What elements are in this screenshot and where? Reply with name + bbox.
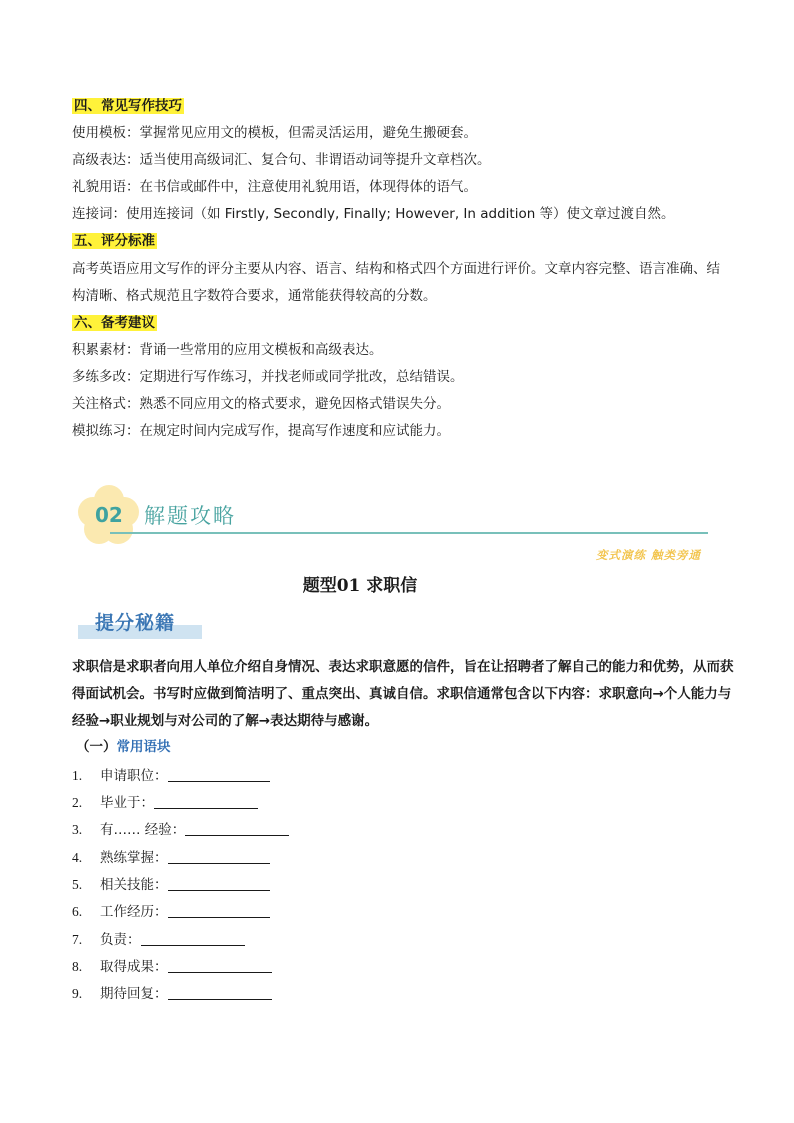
body-line: 高级表达：适当使用高级词汇、复合句、非谓语动词等提升文章档次。 <box>72 152 491 168</box>
list-item: 6. 工作经历： <box>72 903 270 921</box>
list-item: 9. 期待回复： <box>72 985 272 1003</box>
answer-blank[interactable] <box>168 958 272 973</box>
body-line: 礼貌用语：在书信或邮件中，注意使用礼貌用语，体现得体的语气。 <box>72 179 477 195</box>
subheading-index: （一） <box>76 739 117 755</box>
answer-blank[interactable] <box>185 821 289 836</box>
body-paragraph: 高考英语应用文写作的评分主要从内容、语言、结构和格式四个方面进行评价。文章内容完整、语言准确、结构清晰、格式规范且字数符合要求，通常能获得较高的分数。 <box>72 261 720 304</box>
answer-blank[interactable] <box>168 985 272 1000</box>
subheading-text: 常用语块 <box>116 739 171 755</box>
section-number: 02 <box>95 503 123 527</box>
answer-blank[interactable] <box>141 931 245 946</box>
body-line: 连接词：使用连接词（如 Firstly, Secondly, Finally; However, In addition 等）使文章过渡自然。 <box>72 206 675 222</box>
tip-label-text: 提分秘籍 <box>95 612 176 634</box>
answer-blank[interactable] <box>154 794 258 809</box>
body-line: 模拟练习：在规定时间内完成写作，提高写作速度和应试能力。 <box>72 423 450 439</box>
banner-divider <box>110 532 708 534</box>
tip-label <box>78 608 202 640</box>
list-item: 7. 负责： <box>72 931 245 949</box>
answer-blank[interactable] <box>168 903 270 918</box>
list-item: 1. 申请职位： <box>72 767 270 785</box>
list-item: 8. 取得成果： <box>72 958 272 976</box>
subheading-common-phrases <box>76 738 171 756</box>
body-line: 关注格式：熟悉不同应用文的格式要求，避免因格式错误失分。 <box>72 396 450 412</box>
list-item: 2. 毕业于： <box>72 794 258 812</box>
section-heading-prep-advice: 六、备考建议 <box>74 315 155 331</box>
body-line: 使用模板：掌握常见应用文的模板，但需灵活运用，避免生搬硬套。 <box>72 125 477 141</box>
banner-tagline: 变式演练 触类旁通 <box>596 548 702 562</box>
list-item: 3. 有…… 经验： <box>72 821 289 839</box>
answer-blank[interactable] <box>168 767 270 782</box>
list-item: 4. 熟练掌握： <box>72 849 270 867</box>
body-line: 积累素材：背诵一些常用的应用文模板和高级表达。 <box>72 342 383 358</box>
intro-paragraph: 求职信是求职者向用人单位介绍自身情况、表达求职意愿的信件，旨在让招聘者了解自己的能力和优势，从而获得面试机会。书写时应做到简洁明了、重点突出、真诚自信。求职信通常包含以下内容：求职意向→个人能力与经验→职业规划与对公司的了解→表达期待与感谢。 <box>72 659 734 729</box>
answer-blank[interactable] <box>168 849 270 864</box>
section-heading-writing-skills: 四、常见写作技巧 <box>74 98 182 114</box>
answer-blank[interactable] <box>168 876 270 891</box>
section-banner-title: 解题攻略 <box>144 504 236 528</box>
list-item: 5. 相关技能： <box>72 876 270 894</box>
topic-title: 题型01 求职信 <box>302 576 418 596</box>
body-line: 多练多改：定期进行写作练习，并找老师或同学批改，总结错误。 <box>72 369 464 385</box>
section-heading-scoring: 五、评分标准 <box>74 233 155 249</box>
